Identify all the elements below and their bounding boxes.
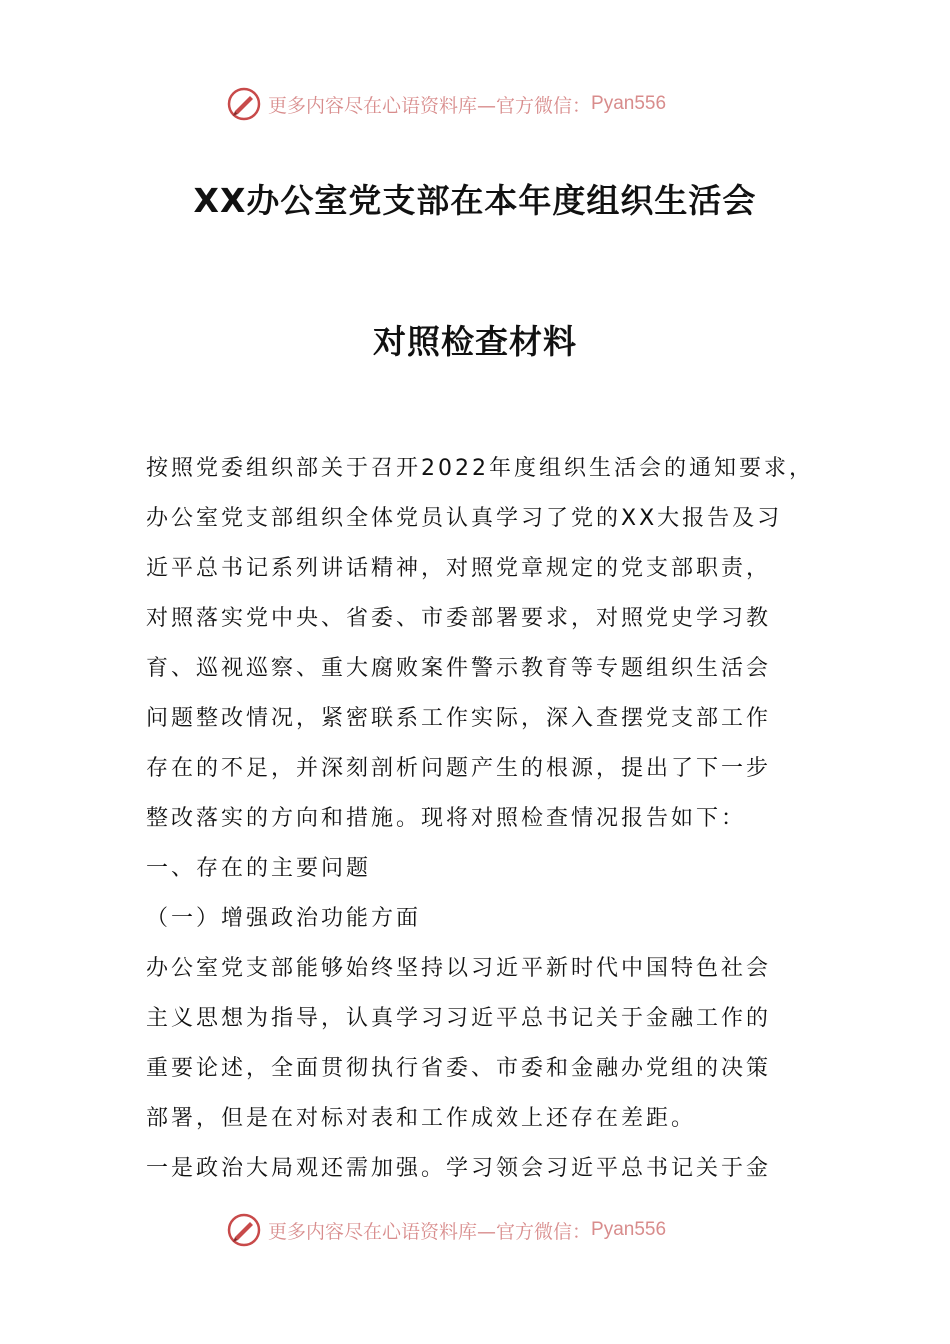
watermark-footer bbox=[226, 1210, 666, 1250]
watermark-wechat-id: Pyan556 bbox=[591, 93, 667, 114]
pen-logo-icon bbox=[226, 1212, 262, 1248]
body-line: 育、巡视巡察、重大腐败案件警示教育等专题组织生活会 bbox=[146, 656, 772, 681]
pen-logo-icon bbox=[226, 86, 262, 122]
document-title-line-1: XX办公室党支部在本年度组织生活会 bbox=[193, 181, 757, 220]
body-line: 办公室党支部组织全体党员认真学习了党的XX大报告及习 bbox=[146, 506, 783, 531]
body-line: 存在的不足，并深刻剖析问题产生的根源，提出了下一步 bbox=[146, 756, 772, 781]
body-line: 问题整改情况，紧密联系工作实际，深入查摆党支部工作 bbox=[146, 706, 772, 731]
body-line: 对照落实党中央、省委、市委部署要求，对照党史学习教 bbox=[146, 606, 772, 631]
body-line: 主义思想为指导，认真学习习近平总书记关于金融工作的 bbox=[146, 1006, 772, 1031]
body-line: 整改落实的方向和措施。现将对照检查情况报告如下： bbox=[146, 806, 747, 831]
watermark-header bbox=[226, 84, 666, 124]
body-line: 办公室党支部能够始终坚持以习近平新时代中国特色社会 bbox=[146, 956, 772, 981]
body-line: 部署，但是在对标对表和工作成效上还存在差距。 bbox=[146, 1106, 697, 1131]
document-title-line-2: 对照检查材料 bbox=[373, 322, 577, 361]
body-line: 重要论述，全面贯彻执行省委、市委和金融办党组的决策 bbox=[146, 1056, 772, 1081]
body-line: 按照党委组织部关于召开2022年度组织生活会的通知要求， bbox=[146, 456, 814, 481]
section-heading: 一、存在的主要问题 bbox=[146, 856, 372, 881]
body-line: 近平总书记系列讲话精神，对照党章规定的党支部职责， bbox=[146, 556, 772, 581]
subsection-heading: （一）增强政治功能方面 bbox=[146, 906, 422, 931]
body-line: 一是政治大局观还需加强。学习领会习近平总书记关于金 bbox=[146, 1156, 772, 1181]
watermark-wechat-id: Pyan556 bbox=[591, 1219, 667, 1240]
watermark-text: 更多内容尽在心语资料库—官方微信： bbox=[268, 1220, 592, 1243]
watermark-text: 更多内容尽在心语资料库—官方微信： bbox=[268, 94, 592, 117]
document-body bbox=[146, 444, 814, 1194]
